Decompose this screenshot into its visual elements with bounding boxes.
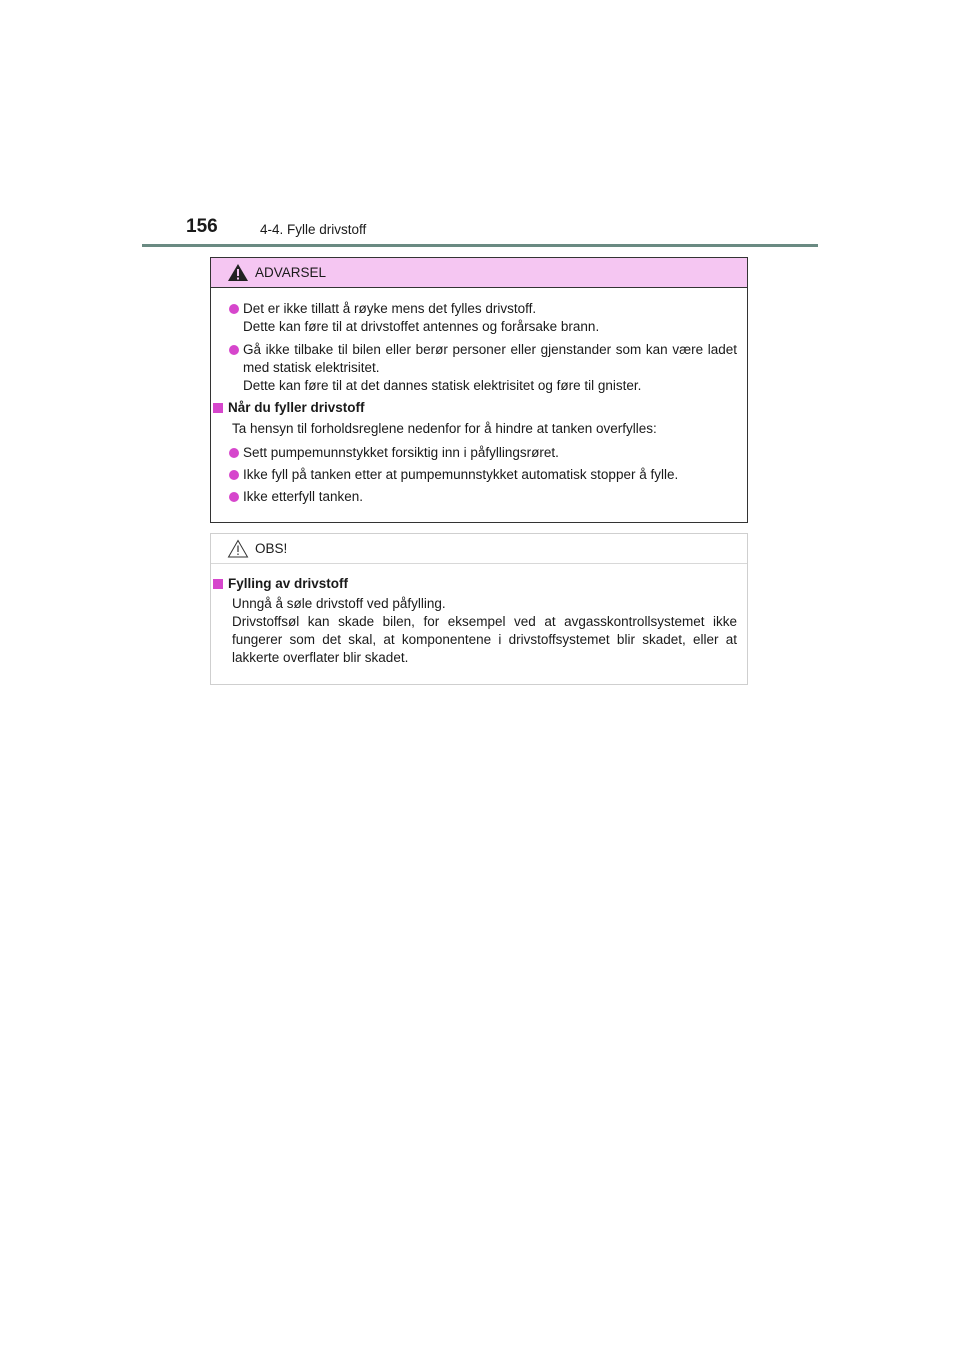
text-paragraph: Gå ikke tilbake til bilen eller berør personer eller gjenstander som kan være ladet med statisk elektrisitet. <box>243 342 737 375</box>
warning-box <box>210 257 748 523</box>
warning-item-text <box>243 341 737 395</box>
text-line: Dette kan føre til at drivstoffet antennes og forårsake brann. <box>243 319 600 334</box>
circle-bullet-icon <box>229 492 239 502</box>
section-heading: Fylling av drivstoff <box>228 576 349 591</box>
text-paragraph: Drivstoffsøl kan skade bilen, for eksempel ved at avgasskontrollsystemet ikke fungerer som det skal, at komponentene i drivstoffsystemet blir skadet, eller at lakkerte overflater blir skadet. <box>232 614 737 665</box>
warning-item-text: Ikke fyll på tanken etter at pumpemunnstykket automatisk stopper å fylle. <box>243 467 679 482</box>
text-line: Dette kan føre til at det dannes statisk elektrisitet og føre til gnister. <box>243 378 642 393</box>
text-line: Det er ikke tillatt å røyke mens det fylles drivstoff. <box>243 301 537 316</box>
notice-box <box>210 533 748 685</box>
circle-bullet-icon <box>229 345 239 355</box>
circle-bullet-icon <box>229 470 239 480</box>
warning-item-text: Sett pumpemunnstykket forsiktig inn i påfyllingsrøret. <box>243 445 559 460</box>
notice-header <box>211 534 747 564</box>
warning-triangle-filled-icon <box>227 263 249 287</box>
square-bullet-icon <box>213 579 223 589</box>
notice-title: OBS! <box>255 541 288 556</box>
section-title: 4-4. Fylle drivstoff <box>260 222 367 237</box>
section-intro: Ta hensyn til forholdsreglene nedenfor for å hindre at tanken overfylles: <box>232 421 657 436</box>
square-bullet-icon <box>213 403 223 413</box>
circle-bullet-icon <box>229 304 239 314</box>
circle-bullet-icon <box>229 448 239 458</box>
header-rule <box>142 244 818 247</box>
page-number: 156 <box>186 216 218 237</box>
warning-item-text: Ikke etterfyll tanken. <box>243 489 364 504</box>
section-heading: Når du fyller drivstoff <box>228 400 365 415</box>
warning-item-text <box>243 300 737 336</box>
warning-triangle-outline-icon <box>227 539 249 563</box>
warning-header <box>211 258 747 288</box>
warning-title: ADVARSEL <box>255 265 327 280</box>
text-line: Unngå å søle drivstoff ved påfylling. <box>232 596 446 611</box>
notice-body <box>232 595 737 667</box>
